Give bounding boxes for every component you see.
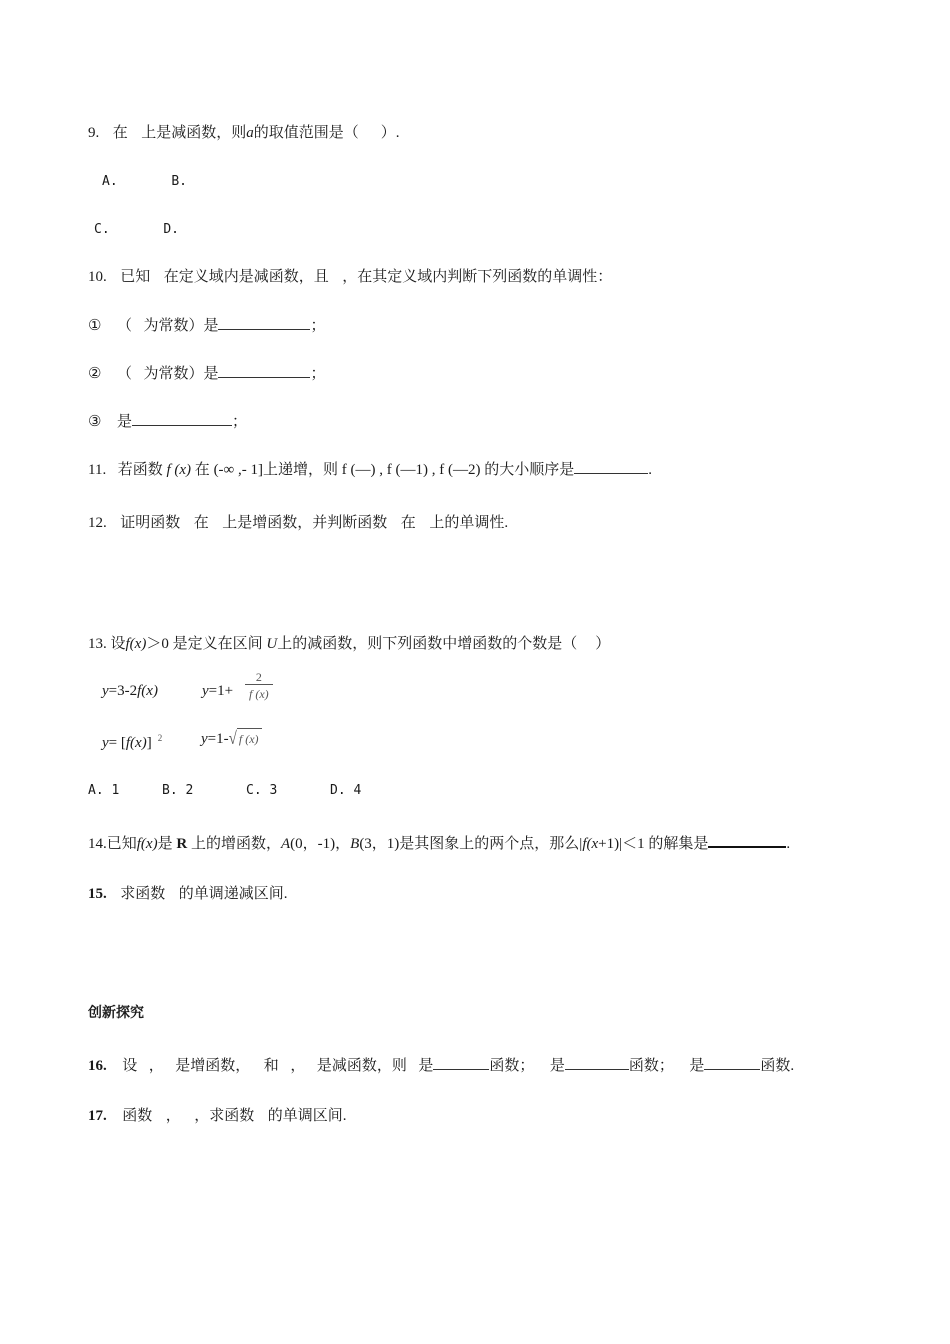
option-a: A. <box>102 174 118 189</box>
question-text: ＞0 是定义在区间 <box>146 636 263 652</box>
item-text: 是 <box>116 414 132 430</box>
item-text: 为常数）是 <box>143 366 219 382</box>
answer-blank[interactable] <box>704 1054 760 1070</box>
point-a-coords: (0，-1)， <box>290 836 351 852</box>
question-text: ）. <box>380 125 400 141</box>
answer-blank[interactable] <box>565 1054 629 1070</box>
question-text: 上的减函数，则下列函数中增函数的个数是（ <box>277 636 578 652</box>
question-10 <box>88 267 612 287</box>
question-text: 在定义域内是减函数，且 <box>163 269 329 285</box>
question-text: 的大小顺序是 <box>484 462 575 478</box>
formula-text: =3-2 <box>108 683 138 699</box>
answer-blank[interactable] <box>574 458 648 474</box>
question-text: 上是增函数，并判断函数 <box>222 515 388 531</box>
question-17 <box>88 1106 347 1126</box>
interval-u: U <box>266 636 278 652</box>
q10-item-1 <box>88 314 326 336</box>
formula-text: =1- <box>207 731 229 747</box>
answer-blank[interactable] <box>218 362 310 378</box>
item-marker: ① <box>88 318 102 334</box>
point-a: A <box>280 836 291 852</box>
question-text: 是减函数，则 <box>316 1058 407 1074</box>
option-c: C. <box>94 222 110 237</box>
option-b: B. 2 <box>162 783 194 798</box>
question-text: 上是减函数，则 <box>141 125 247 141</box>
item-end: ； <box>310 366 326 382</box>
option-a: A. 1 <box>88 783 120 798</box>
question-text: 函数； <box>628 1058 674 1074</box>
item-text: （ <box>116 318 132 334</box>
formula-3 <box>102 728 162 753</box>
formula-var: y <box>201 731 208 747</box>
item-marker: ② <box>88 366 102 382</box>
function-f: f(x) <box>125 636 147 652</box>
question-number: 15. <box>88 886 107 902</box>
radicand: f (x) <box>237 728 262 749</box>
question-text: 设 <box>110 636 126 652</box>
question-number: 17. <box>88 1108 107 1124</box>
question-text: 的取值范围是（ <box>253 125 359 141</box>
question-text: 在 <box>400 515 416 531</box>
function-f: f (x) <box>166 462 192 478</box>
question-9 <box>88 123 400 143</box>
question-number: 13. <box>88 636 107 652</box>
question-text: 上的单调性. <box>429 515 509 531</box>
option-c: C. 3 <box>246 783 278 798</box>
question-11 <box>88 458 652 480</box>
question-text: 已知 <box>106 836 137 852</box>
option-d: D. <box>163 222 179 237</box>
q9-options-row-1 <box>102 172 187 192</box>
formula-var: y <box>202 683 209 699</box>
question-text: ） <box>595 636 611 652</box>
question-text: 在 <box>194 462 210 478</box>
point-b-coords: (3，1)是其图象上的两个点，那么| <box>359 836 583 852</box>
q9-options-row-2 <box>94 220 179 240</box>
formula-text: ] <box>146 735 152 751</box>
question-text: ， <box>290 1058 306 1074</box>
answer-blank[interactable] <box>132 410 232 426</box>
question-text: 的单调递减区间. <box>178 886 288 902</box>
q10-item-2 <box>88 362 326 384</box>
question-number: 9. <box>88 125 100 141</box>
question-number: 16. <box>88 1058 107 1074</box>
item-text: 为常数）是 <box>143 318 219 334</box>
question-text: 在 <box>193 515 209 531</box>
answer-blank[interactable] <box>218 314 310 330</box>
question-text: 是 <box>157 836 173 852</box>
question-text: 求函数 <box>120 886 166 902</box>
option-b: B. <box>171 174 187 189</box>
question-text: 已知 <box>120 269 151 285</box>
question-text: 在 <box>112 125 128 141</box>
formula-var: y <box>102 735 109 751</box>
answer-blank[interactable] <box>433 1054 489 1070</box>
question-text: 是 <box>549 1058 565 1074</box>
question-number: 11. <box>88 462 107 478</box>
question-15 <box>88 884 288 904</box>
formula-1 <box>102 681 158 701</box>
question-text: 和 <box>263 1058 279 1074</box>
fraction-denominator: f (x) <box>245 684 273 701</box>
radical-sign-icon: √ <box>228 729 237 749</box>
square-root <box>229 728 262 749</box>
formula-var: y <box>102 683 109 699</box>
item-text: （ <box>116 366 132 382</box>
question-text: ， <box>148 1058 164 1074</box>
interval: (-∞ ,- 1] <box>213 462 263 478</box>
question-text: 上的增函数， <box>190 836 281 852</box>
question-number: 12. <box>88 515 107 531</box>
question-text: 函数 <box>122 1108 153 1124</box>
question-text: 若函数 <box>117 462 163 478</box>
question-end: . <box>648 462 652 478</box>
question-12 <box>88 513 508 533</box>
section-heading: 创新探究 <box>88 1005 144 1021</box>
values: f (—) , f (—1) , f (—2) <box>341 462 481 478</box>
question-text: 证明函数 <box>120 515 181 531</box>
item-end: ； <box>231 414 247 430</box>
question-text: ， <box>165 1108 181 1124</box>
question-text: 是 <box>689 1058 705 1074</box>
function-f: f(x) <box>136 836 158 852</box>
question-text: 设 <box>122 1058 138 1074</box>
answer-blank[interactable] <box>708 831 786 848</box>
question-text: ，求函数 <box>194 1108 255 1124</box>
question-14 <box>88 831 790 854</box>
question-16 <box>88 1054 794 1076</box>
question-text: 函数； <box>489 1058 535 1074</box>
formula-4 <box>201 728 262 749</box>
point-b: B <box>350 836 360 852</box>
exponent: 2 <box>157 733 163 743</box>
option-d: D. 4 <box>330 783 362 798</box>
question-13 <box>88 634 610 654</box>
question-text: 是 <box>418 1058 434 1074</box>
fraction <box>245 670 273 701</box>
formula-func: f(x) <box>125 735 147 751</box>
question-text: 是增函数， <box>175 1058 251 1074</box>
variable-a: a <box>246 125 254 141</box>
formula-text: =1+ <box>208 683 234 699</box>
q10-item-3 <box>88 410 247 432</box>
question-text: 上递增，则 <box>263 462 339 478</box>
item-end: ； <box>310 318 326 334</box>
question-number: 10. <box>88 269 107 285</box>
question-text: 的单调区间. <box>267 1108 347 1124</box>
function-expr: f(x <box>582 836 599 852</box>
question-text: +1)|＜1 的解集是 <box>598 836 709 852</box>
set-r: R <box>176 836 188 852</box>
question-text: ，在其定义域内判断下列函数的单调性： <box>342 269 613 285</box>
formula-func: f(x) <box>137 683 158 699</box>
formula-2 <box>202 681 233 701</box>
item-marker: ③ <box>88 414 102 430</box>
question-number: 14. <box>88 836 107 852</box>
fraction-numerator: 2 <box>255 670 262 684</box>
question-end: . <box>786 836 791 852</box>
formula-text: = [ <box>108 735 126 751</box>
question-text: 函数. <box>760 1058 795 1074</box>
